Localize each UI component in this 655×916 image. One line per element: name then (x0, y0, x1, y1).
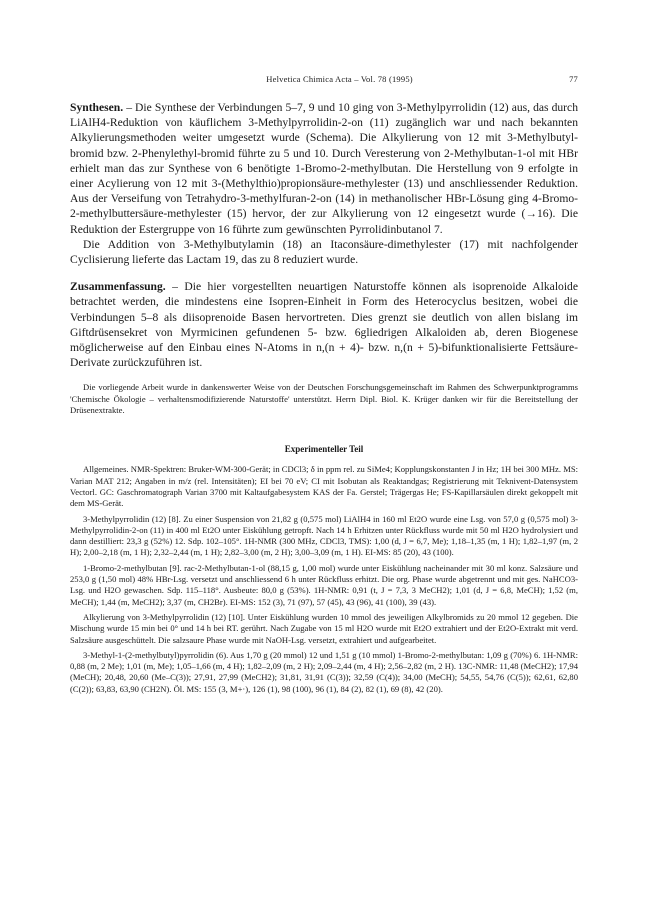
zusammenfassung-paragraph (70, 279, 578, 370)
page (70, 74, 578, 698)
synthesen-heading: Synthesen. (70, 101, 124, 114)
synthesen-text: – Die Synthese der Verbindungen 5–7, 9 und 10 ging von 3-Methylpyrrolidin (12) aus, das durch LiAlH4-Reduktion von käuflichem 3-Methylpyrrolidin-2-on (11) zugänglich war und nach bekannten Alkylierungsmethoden weiter umgesetzt wurde (Schema). Die Alkylierung von 12 mit 3-Methylbutyl-bromid bzw. 2-Phenylethyl-bromid führte zu 5 und 10. Durch Veresterung von 2-Methylbutan-1-ol mit HBr erhielt man das zur Synthese von 6 benötigte 1-Bromo-2-methylbutan. Die Herstellung von 9 erfolgte in einer Acylierung von 12 mit 3-(Methylthio)propionsäure-methylester (13) und anschliessender Reduktion. Aus der Verseifung von Tetrahydro-3-methylfuran-2-on (14) in methanolischer HBr-Lösung ging 4-Bromo-2-methylbuttersäure-methylester (15) hervor, der zur Alkylierung von 12 eingesetzt wurde (→16). Die Reduktion der Estergruppe von 16 führte zum gewünschten Pyrrolidinbutanol 7. (70, 101, 578, 236)
methylpyrrolidin-paragraph: 3-Methylpyrrolidin (12) [8]. Zu einer Suspension von 21,82 g (0,575 mol) LiAlH4 in 160 ml Et2O wurde eine Lsg. von 57,0 g (0,575 mol) 3-Methylpyrrolidin-2-on (11) in 400 ml Et2O unter Eiskühlung getropft. Nach 14 h Erhitzen unter Rückfluss wurde mit 50 ml H2O hydrolysiert und dann destilliert: 23,3 g (52%) 12. Sdp. 102–105°. 1H-NMR (300 MHz, CDCl3, TMS): 1,00 (d, J = 6,7, Me); 1,18–1,35 (m, 1 H); 1,82–1,97 (m, 2 H); 2,00–2,18 (m, 1 H); 2,32–2,44 (m, 1 H); 2,82–3,00 (m, 2 H); 3,00–3,09 (m, 1 H). EI-MS: 85 (20), 43 (100). (70, 513, 578, 558)
compound6-paragraph: 3-Methyl-1-(2-methylbutyl)pyrrolidin (6). Aus 1,70 g (20 mmol) 12 und 1,51 g (10 mmol) 1-Bromo-2-methylbutan: 1,09 g (70%) 6. 1H-NMR: 0,88 (m, 2 Me); 1,01 (m, Me); 1,05–1,66 (m, 4 H); 1,82–2,09 (m, 2 H); 2,09–2,44 (m, 4 H); 2,56–2,82 (m, 2 H). 13C-NMR: 11,48 (MeCH2); 17,94 (MeCH); 20,48, 20,60 (Me–C(3)); 27,91, 27,99 (MeCH2); 31,81, 31,91 (C(3)); 32,59 (C(4)); 34,00 (MeCH); 54,55, 54,76 (C(5)); 62,61, 62,80 (C(2)); 63,83, 63,90 (CH2N). Öl. MS: 155 (3, M+·), 126 (1), 98 (100), 96 (1), 84 (2), 82 (1), 69 (8), 42 (20). (70, 649, 578, 694)
synthesen-paragraph (70, 100, 578, 237)
synthesen-section (70, 100, 578, 267)
allgemeines-paragraph: Allgemeines. NMR-Spektren: Bruker-WM-300-Gerät; in CDCl3; δ in ppm rel. zu SiMe4; Kopplungskonstanten J in Hz; 1H bei 300 MHz. MS: Varian MAT 212; Angaben in m/z (rel. Intensitäten); EI bei 70 eV; CI mit Isobutan als Reaktandgas; Registrierung mit Teknivent-Datensystem Vectorl. GC: Gaschromatograph Varian 3700 mit Kaltaufgabesystem KAS der Fa. Gerstel; Trägergas He; FS-Kapillarsäulen direkt gekoppelt mit dem MS-Gerät. (70, 464, 578, 509)
page-number: 77 (569, 74, 578, 84)
acknowledgement: Die vorliegende Arbeit wurde in dankenswerter Weise von der Deutschen Forschungsgemeinschaft im Rahmen des Schwerpunktprogramms 'Chemische Ökologie – verhaltensmodifizierende Naturstoffe' unterstützt. Herrn Dipl. Biol. K. Krüger danken wir für die Bereitstellung der Drüsenextrakte. (70, 382, 578, 416)
zusammenfassung-text: – Die hier vorgestellten neuartigen Naturstoffe können als isoprenoide Alkaloide betrachtet werden, die mindestens eine Isopren-Einheit in Form des Heterocyclus besitzen, wobei die Verbindungen 5–8 als diisoprenoide Basen hervortreten. Dies grenzt sie deutlich von allen bislang im Giftdrüsensekret von Myrmicinen gefundenen 5- bzw. 6gliedrigen Alkaloiden ab, deren Biogenese möglicherweise auf den Einbau eines N-Atoms in n,(n + 4)- bzw. n,(n + 5)-bifunktionalisierte Fettsäure-Derivate zurückzuführen ist. (70, 280, 579, 370)
experimental-section (70, 464, 578, 695)
journal-header: Helvetica Chimica Acta – Vol. 78 (1995) (266, 74, 413, 84)
bromo-paragraph: 1-Bromo-2-methylbutan [9]. rac-2-Methylbutan-1-ol (88,15 g, 1,00 mol) wurde unter Eiskühlung nacheinander mit 30 ml konz. Salzsäure und 253,0 g (1,50 mol) 48% HBr-Lsg. versetzt und anschliessend 6 h unter Rückfluss erhitzt. Die org. Phase wurde abgetrennt und mit ges. NaHCO3-Lsg. und H2O gewaschen. Sdp. 115–118°. Ausbeute: 80,0 g (53%). 1H-NMR: 0,91 (t, J = 7,3, 3 MeCH2); 1,01 (d, J = 6,8, MeCH); 1,52 (m, MeCH); 1,44 (m, MeCH2); 3,37 (m, CH2Br). EI-MS: 152 (3), 71 (97), 57 (45), 43 (96), 41 (100), 39 (43). (70, 562, 578, 607)
running-header (70, 74, 578, 88)
zusammenfassung-heading: Zusammenfassung. (70, 280, 166, 294)
addition-paragraph: Die Addition von 3-Methylbutylamin (18) an Itaconsäure-dimethylester (17) mit nachfolgender Cyclisierung lieferte das Lactam 19, das zu 8 reduziert wurde. (70, 237, 578, 267)
experimental-title: Experimenteller Teil (284, 444, 364, 455)
alkylierung-paragraph: Alkylierung von 3-Methylpyrrolidin (12) [10]. Unter Eiskühlung wurden 10 mmol des jeweiligen Alkylbromids zu 20 mmol 12 gegeben. Die Mischung wurde 15 min bei 0° und 14 h bei RT. gerührt. Nach Zugabe von 15 ml H2O wurde mit Et2O extrahiert und der Et2O-Extrakt mit verd. Salzsäure ausgeschüttelt. Die salzsaure Phase wurde mit NaOH-Lsg. versetzt, extrahiert und aufgearbeitet. (70, 611, 578, 645)
zusammenfassung-section (70, 279, 578, 370)
